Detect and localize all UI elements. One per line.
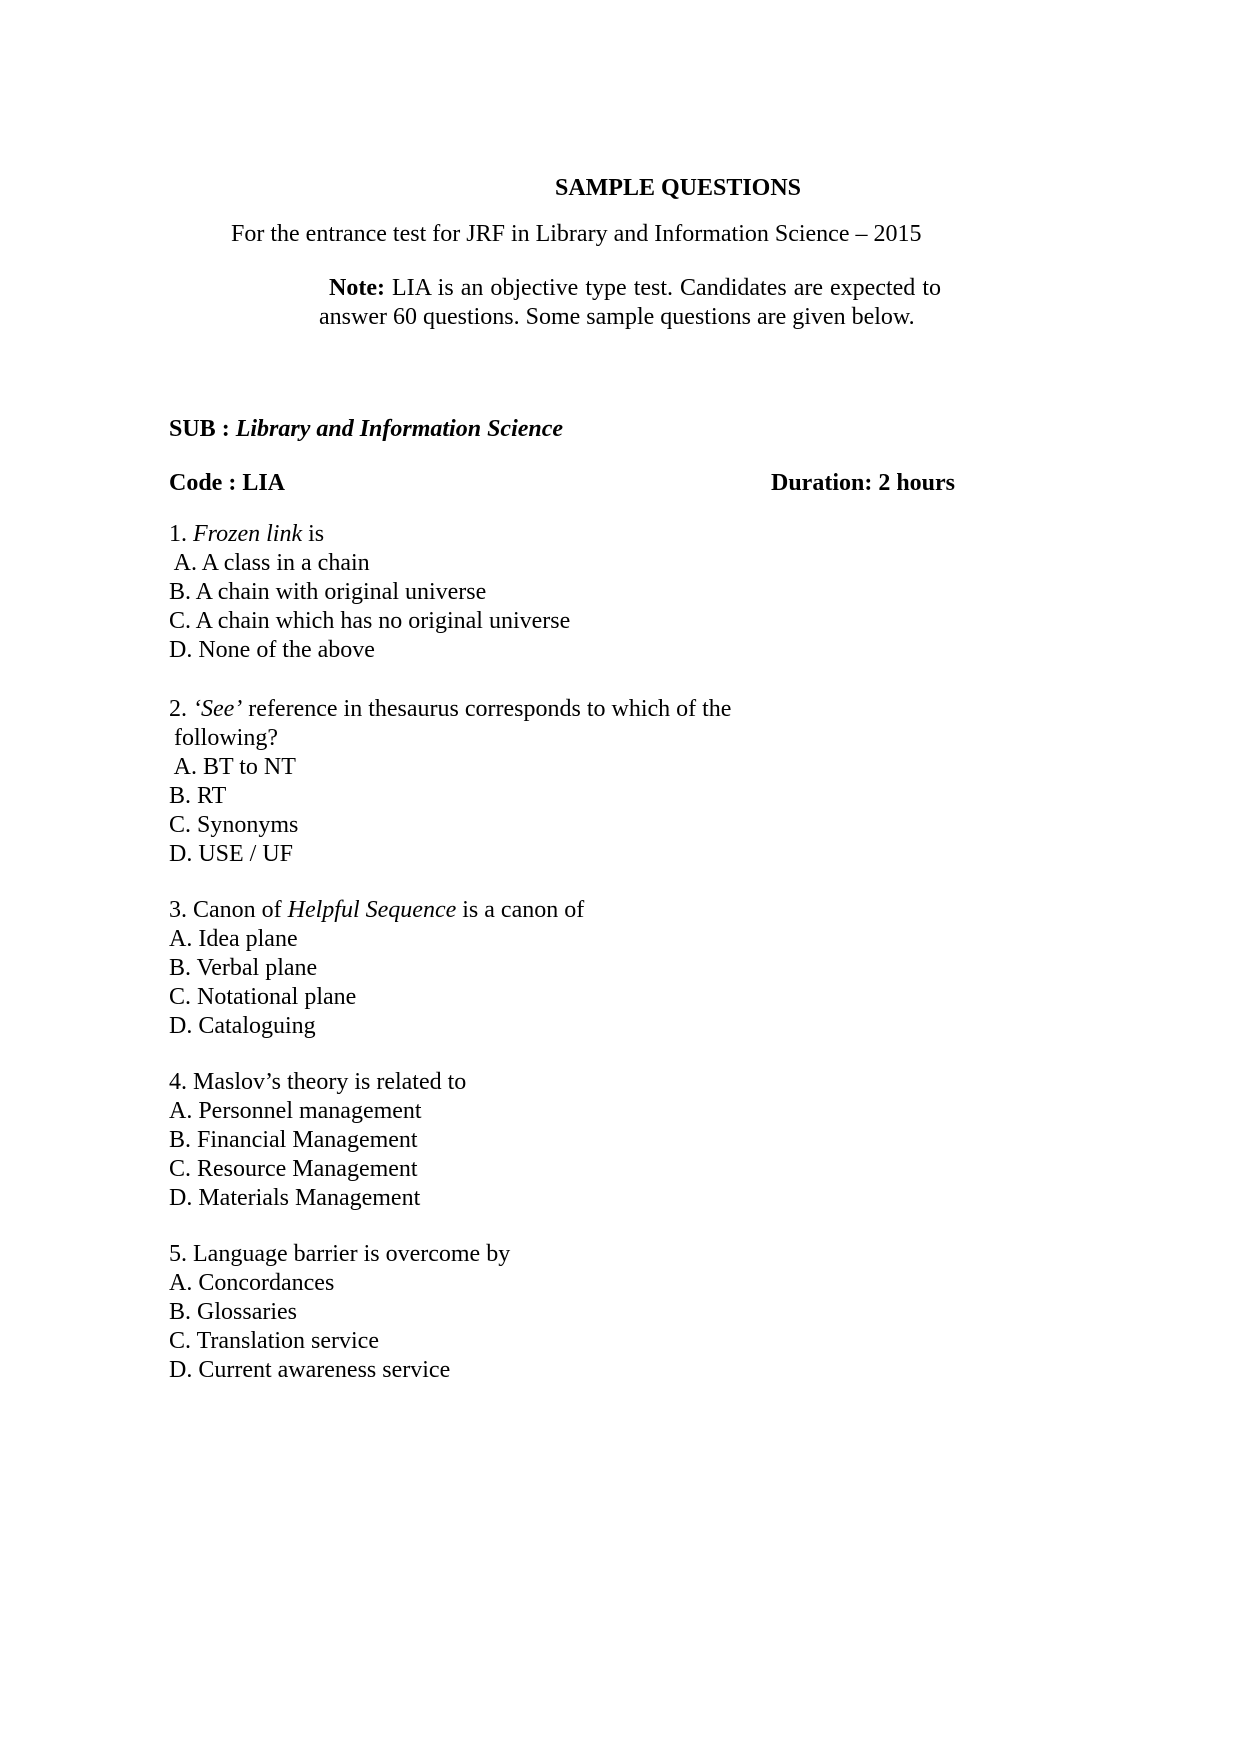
question-number: 1. (169, 521, 193, 547)
question-stem (169, 896, 584, 925)
option-c: C. Notational plane (169, 984, 357, 1010)
option-a: A. Personnel management (169, 1098, 422, 1124)
question-rest: is a canon of (456, 897, 585, 923)
question-5 (169, 1240, 510, 1385)
question-stem: 4. Maslov’s theory is related to (169, 1069, 467, 1095)
question-italic: ‘See’ (193, 696, 243, 722)
option-c: C. A chain which has no original universe (169, 608, 571, 634)
option-d: D. Materials Management (169, 1185, 421, 1211)
duration-line: Duration: 2 hours (771, 470, 956, 496)
option-b: B. A chain with original universe (169, 579, 487, 605)
question-number: 2. (169, 696, 193, 722)
question-3 (169, 896, 584, 1041)
option-b: B. RT (169, 783, 227, 809)
page-subtitle: For the entrance test for JRF in Library and Information Science – 2015 (231, 221, 922, 247)
option-a: A. Concordances (169, 1270, 335, 1296)
subject-label: SUB : (169, 416, 236, 442)
question-number: 3. Canon of (169, 897, 288, 923)
question-rest: is (302, 521, 325, 547)
option-d: D. Cataloguing (169, 1013, 316, 1039)
question-rest: reference in thesaurus corresponds to which of the (242, 696, 732, 722)
question-italic: Helpful Sequence (287, 897, 457, 923)
option-d: D. None of the above (169, 637, 375, 663)
note-text: LIA is an objective type test. Candidates are expected to answer 60 questions. Some sample questions are given below. (319, 275, 941, 330)
option-c: C. Synonyms (169, 812, 299, 838)
option-a: A. Idea plane (169, 926, 298, 952)
question-continuation: following? (174, 725, 278, 751)
question-1 (169, 520, 570, 665)
question-italic: Frozen link (193, 521, 303, 547)
question-2 (169, 695, 731, 869)
question-stem (169, 695, 731, 724)
note-label: Note: (329, 275, 385, 301)
subject-line (169, 416, 563, 443)
question-stem: 5. Language barrier is overcome by (169, 1241, 511, 1267)
option-b: B. Verbal plane (169, 955, 318, 981)
page-title (0, 175, 1241, 202)
question-stem (169, 520, 570, 549)
option-b: B. Glossaries (169, 1299, 297, 1325)
option-b: B. Financial Management (169, 1127, 418, 1153)
option-d: D. Current awareness service (169, 1357, 451, 1383)
option-a: A. BT to NT (169, 754, 296, 780)
option-a: A. A class in a chain (169, 550, 370, 576)
option-d: D. USE / UF (169, 841, 294, 867)
question-4 (169, 1068, 466, 1213)
note-block (319, 274, 941, 332)
option-c: C. Resource Management (169, 1156, 418, 1182)
page-title-text: SAMPLE QUESTIONS (554, 175, 802, 201)
subject-value: Library and Information Science (235, 416, 564, 442)
option-c: C. Translation service (169, 1328, 379, 1354)
code-line: Code : LIA (169, 470, 286, 496)
